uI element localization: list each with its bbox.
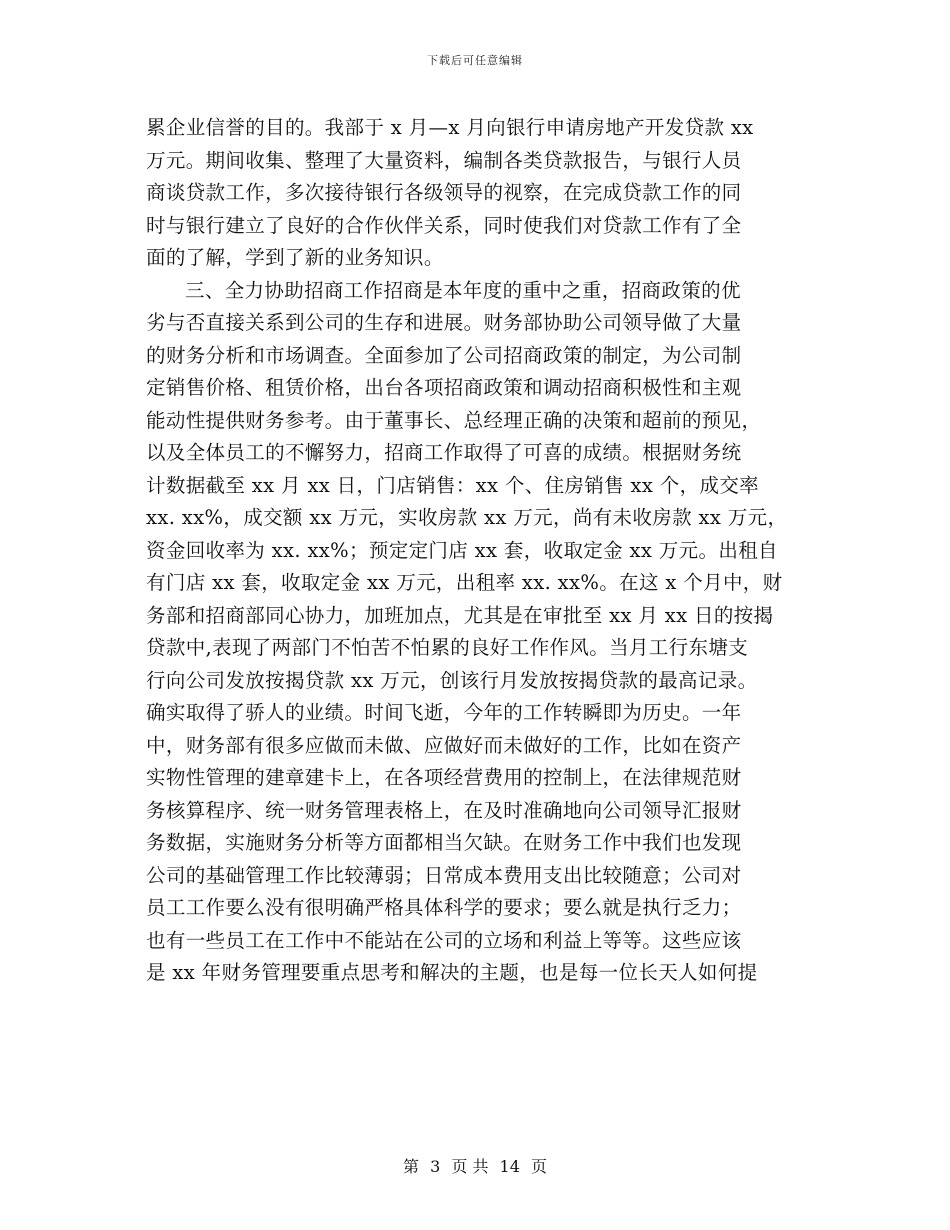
- text-line: 商谈贷款工作，多次接待银行各级领导的视察，在完成贷款工作的同: [146, 181, 742, 204]
- footer-suffix: 页: [531, 1157, 548, 1176]
- text-line: 能动性提供财务参考。由于董事长、总经理正确的决策和超前的预见，: [146, 408, 762, 432]
- text-line: 实物性管理的建章建卡上，在各项经营费用的控制上，在法律规范财: [146, 766, 742, 789]
- paragraph-start-line: 三、全力协助招商工作招商是本年度的重中之重，招商政策的优: [185, 278, 741, 302]
- text-line: 劣与否直接关系到公司的生存和进展。财务部协助公司领导做了大量: [146, 311, 742, 334]
- text-line: 定销售价格、租赁价格，出台各项招商政策和调动招商积极性和主观: [146, 376, 742, 399]
- footer-middle: 页 共: [451, 1157, 489, 1176]
- text-line: 有门店 xx 套，收取定金 xx 万元，出租率 xx. xx%。在这 x 个月中，财: [146, 571, 783, 594]
- text-line: 务核算程序、统一财务管理表格上，在及时准确地向公司领导汇报财: [146, 798, 742, 822]
- text-line: 中，财务部有很多应做而未做、应做好而未做好的工作，比如在资产: [146, 733, 742, 757]
- text-line: 的财务分析和市场调查。全面参加了公司招商政策的制定，为公司制: [146, 343, 742, 367]
- text-line: 务数据，实施财务分析等方面都相当欠缺。在财务工作中我们也发现: [146, 831, 742, 854]
- text-line: 员工工作要么没有很明确严格具体科学的要求；要么就是执行乏力；: [146, 896, 742, 919]
- text-line: 面的了解，学到了新的业务知识。: [146, 246, 444, 269]
- text-line: 贷款中,表现了两部门不怕苦不怕累的良好工作作风。当月工行东塘支: [146, 636, 749, 659]
- text-line: 累企业信誉的目的。我部于 x 月—x 月向银行申请房地产开发贷款 xx: [146, 116, 754, 139]
- text-line: 确实取得了骄人的业绩。时间飞逝，今年的工作转瞬即为历史。一年: [146, 701, 742, 724]
- text-line: 万元。期间收集、整理了大量资料，编制各类贷款报告，与银行人员: [146, 148, 742, 172]
- text-line: 是 xx 年财务管理要重点思考和解决的主题，也是每一位长天人如何提: [146, 961, 758, 984]
- text-line: 资金回收率为 xx. xx%；预定定门店 xx 套，收取定金 xx 万元。出租自: [146, 538, 778, 562]
- footer-prefix: 第: [402, 1157, 419, 1176]
- text-line: 以及全体员工的不懈努力，招商工作取得了可喜的成绩。根据财务统: [146, 441, 742, 464]
- page-footer: [0, 1154, 950, 1177]
- text-line: 时与银行建立了良好的合作伙伴关系，同时使我们对贷款工作有了全: [146, 213, 742, 237]
- document-body: [146, 112, 806, 990]
- text-line: 也有一些员工在工作中不能站在公司的立场和利益上等等。这些应该: [146, 928, 742, 952]
- current-page-number: 3: [430, 1157, 441, 1176]
- total-page-count: 14: [499, 1157, 520, 1176]
- text-line: 行向公司发放按揭贷款 xx 万元，创该行月发放按揭贷款的最高记录。: [146, 668, 758, 692]
- text-line: xx. xx%，成交额 xx 万元，实收房款 xx 万元，尚有未收房款 xx 万元，: [146, 506, 788, 529]
- text-line: 计数据截至 xx 月 xx 日，门店销售：xx 个、住房销售 xx 个，成交率: [146, 473, 760, 497]
- text-line: 公司的基础管理工作比较薄弱；日常成本费用支出比较随意；公司对: [146, 863, 742, 887]
- page-header: 下载后可任意编辑: [427, 54, 523, 67]
- text-line: 务部和招商部同心协力，加班加点，尤其是在审批至 xx 月 xx 日的按揭: [146, 603, 774, 627]
